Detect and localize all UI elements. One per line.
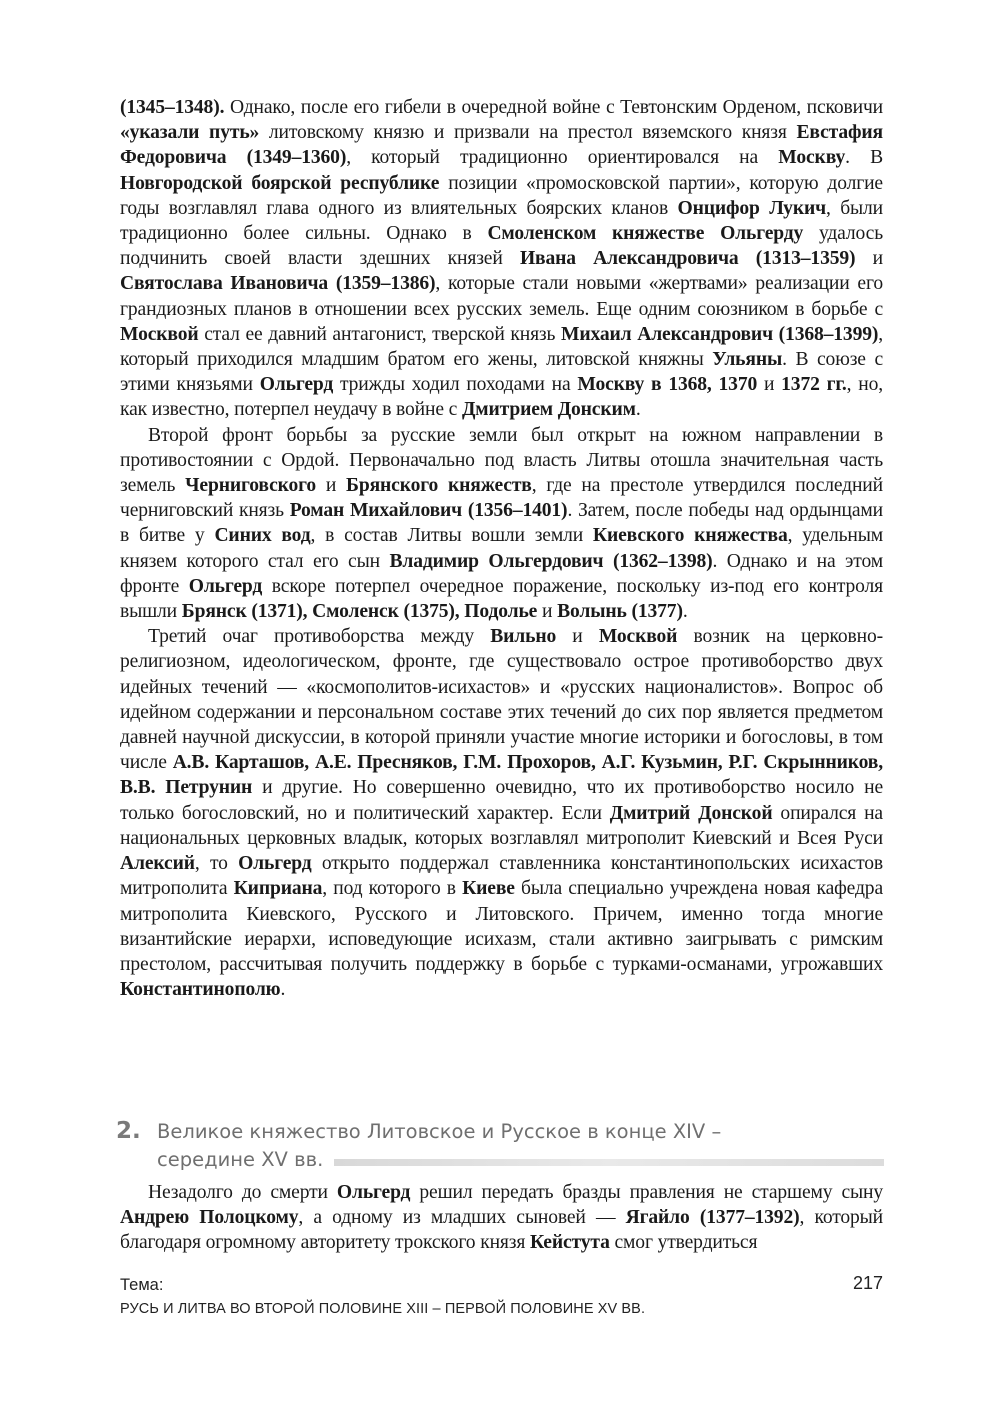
text: трижды ходил походами на: [333, 374, 578, 396]
section-title-line-2: середине XV вв.: [157, 1148, 324, 1171]
text: . Затем, после победы над ордынцами в битве у: [120, 500, 883, 547]
text-bold: Киеве: [462, 878, 515, 900]
text: и: [757, 374, 782, 396]
section-text: [120, 1180, 883, 1256]
text: , который традиционно ориентировался на: [346, 147, 779, 169]
text: и: [537, 601, 558, 623]
text-bold: Брянск (1371), Смоленск (1375), Подолье: [181, 601, 538, 623]
text-bold: Москвой: [598, 626, 678, 648]
paragraph-4: [120, 1180, 883, 1256]
text: была специально учреждена новая кафедра митрополита Киевского, Русского и Литовского. Причем, именно тогда многие византийские иерархи, исповедующие исихазм, стали активно заигрывать с римским престолом, рассчитывая получить поддержку в борьбе с турками-османами, угрожавших: [120, 878, 883, 975]
text-bold: Михаил Александрович (1368–1399): [561, 323, 879, 345]
text: . В союзе с этими князьями: [120, 349, 883, 396]
text-bold: А.В. Карташов, А.Е. Пресняков, Г.М. Прохоров, А.Г. Кузьмин, Р.Г. Скрынников, В.В. Петрунин: [120, 752, 883, 799]
text-bold: «указали путь»: [120, 122, 260, 144]
text: открыто поддержал ставленника константинопольских исихастов митрополита: [120, 853, 884, 900]
text-bold: Синих вод: [214, 525, 311, 547]
text-bold: 1372 гг.: [781, 374, 847, 396]
text-bold: Москвой: [120, 323, 199, 345]
text-bold: Брянского княжеств: [346, 475, 532, 497]
text-bold: Святослава Ивановича (1359–1386): [120, 273, 436, 295]
text-bold: Черниговского: [185, 475, 317, 497]
text: решил передать бразды правления не старшему сыну: [410, 1182, 883, 1203]
text: вскоре потерпел очередное поражение, поскольку из-под его контроля вышли: [120, 575, 883, 623]
text-bold: Ольгерд: [259, 374, 334, 396]
page-number: 217: [852, 1273, 883, 1293]
text-bold: Андрею Полоцкому: [120, 1207, 299, 1229]
text: опирался на национальных церковных владык, которых возглавлял митрополит Киевский и Всея Руси: [120, 802, 883, 849]
paragraph-1: [120, 95, 883, 423]
text-bold: Москву в 1368, 1370: [577, 374, 758, 396]
text-bold: Алексий: [120, 853, 195, 875]
text-bold: Смоленском княжестве: [487, 223, 705, 245]
topic-title: РУСЬ И ЛИТВА ВО ВТОРОЙ ПОЛОВИНЕ XIII – ПЕРВОЙ ПОЛОВИНЕ XV ВВ.: [120, 1301, 646, 1317]
text-bold: Владимир Ольгердович (1362–1398): [389, 550, 713, 572]
section-rule: [334, 1159, 884, 1166]
text-bold: Ольгерд: [238, 853, 312, 875]
text: [704, 223, 720, 244]
text: .: [280, 979, 286, 1001]
text: , а одному из младших сыновей —: [298, 1207, 626, 1229]
topic-label: Тема:: [120, 1276, 164, 1294]
text-bold: Роман Михайлович (1356–1401): [289, 500, 568, 522]
text: , были традиционно более сильны. Однако в: [120, 197, 883, 245]
text-bold: Ивана Александровича (1313–1359): [519, 248, 856, 270]
text: смог утвердиться: [609, 1232, 758, 1254]
text-bold: Киприана: [233, 878, 323, 900]
text-bold: Евстафия Федоровича (1349–1360): [120, 122, 883, 169]
text-bold: Киевского княжества: [592, 525, 788, 547]
text: .: [635, 399, 641, 421]
text: Незадолго до смерти: [148, 1182, 337, 1203]
text-bold: Дмитрием Донским: [461, 399, 636, 421]
text-bold: Дмитрий Донской: [609, 802, 773, 824]
text-bold: Онцифор Лукич: [677, 197, 827, 219]
text: Второй фронт борьбы за русские земли был открыт на южном направлении в противостоянии с Ордой. Первоначально под власть Литвы отошла значительная часть земель: [120, 424, 883, 497]
section-number: 2.: [116, 1118, 141, 1144]
text: , где на престоле утвердился последний черниговский князь: [120, 475, 883, 522]
paragraph-2: [120, 423, 883, 625]
text: , удельным князем которого стал его сын: [120, 525, 883, 572]
text-bold: Кейстута: [529, 1232, 610, 1254]
text-bold: Волынь (1377): [557, 601, 683, 623]
text-bold: Москву: [778, 147, 846, 169]
text: и другие. Но совершенно очевидно, что их противоборство носило не только богословский, но и политический характер. Если: [120, 777, 883, 824]
text: и: [556, 626, 599, 648]
text: .: [682, 601, 688, 623]
text-bold: Ольгерд: [188, 575, 263, 597]
text: Однако, после его гибели в очередной войне с Тевтонским Орденом, псковичи: [224, 97, 883, 118]
text-bold: Ягайло (1377–1392): [625, 1207, 800, 1229]
text: , но, как известно, потерпел неудачу в войне с: [120, 374, 883, 421]
text-bold: Вильно: [490, 626, 557, 648]
text: , который благодаря огромному авторитету трокского князя: [120, 1207, 884, 1254]
text: Третий очаг противоборства между: [148, 626, 491, 648]
paragraph-3: [120, 624, 883, 1002]
text: . Однако и на этом фронте: [120, 550, 883, 597]
text-bold: Ольгерду: [720, 223, 804, 245]
text: литовскому князю и призвали на престол вяземского князя: [259, 122, 797, 144]
main-text: [120, 95, 883, 1002]
text: и: [855, 248, 883, 270]
text-bold: (1345–1348).: [120, 97, 225, 118]
text: удалось подчинить своей власти здешних князей: [120, 223, 883, 270]
text: , под которого в: [322, 878, 463, 900]
text: стал ее давний антагонист, тверской князь: [198, 323, 562, 345]
text: возник на церковно-религиозном, идеологическом, фронте, где существовало острое противоборство двух идейных течений — «космополитов-исихастов» и «русских националистов». Вопрос об идейном содержании и персональном составе этих течений до сих пор является предметом давней научной дискуссии, в которой приняли участие многие историки и богословы, в том числе: [120, 626, 884, 774]
text: и: [316, 475, 347, 497]
section-title-line-1: Великое княжество Литовское и Русское в конце XIV –: [157, 1120, 722, 1143]
text-bold: Новгородской боярской республике: [120, 172, 440, 194]
text: , которые стали новыми «жертвами» реализации его грандиозных планов в отношении всех русских земель. Еще одним союзником в борьбе с: [120, 273, 883, 320]
text: , который приходился младшим братом его жены, литовской княжны: [120, 323, 883, 371]
text: позиции «промосковской партии», которую долгие годы возглавлял глава одного из влиятельных боярских кланов: [120, 172, 883, 219]
text: . В: [845, 147, 883, 169]
text-bold: Ульяны: [712, 349, 783, 371]
text-bold: Ольгерд: [336, 1182, 411, 1203]
text: , то: [194, 853, 239, 875]
text: , в состав Литвы вошли земли: [310, 525, 593, 547]
text-bold: Константинополю: [120, 979, 281, 1001]
